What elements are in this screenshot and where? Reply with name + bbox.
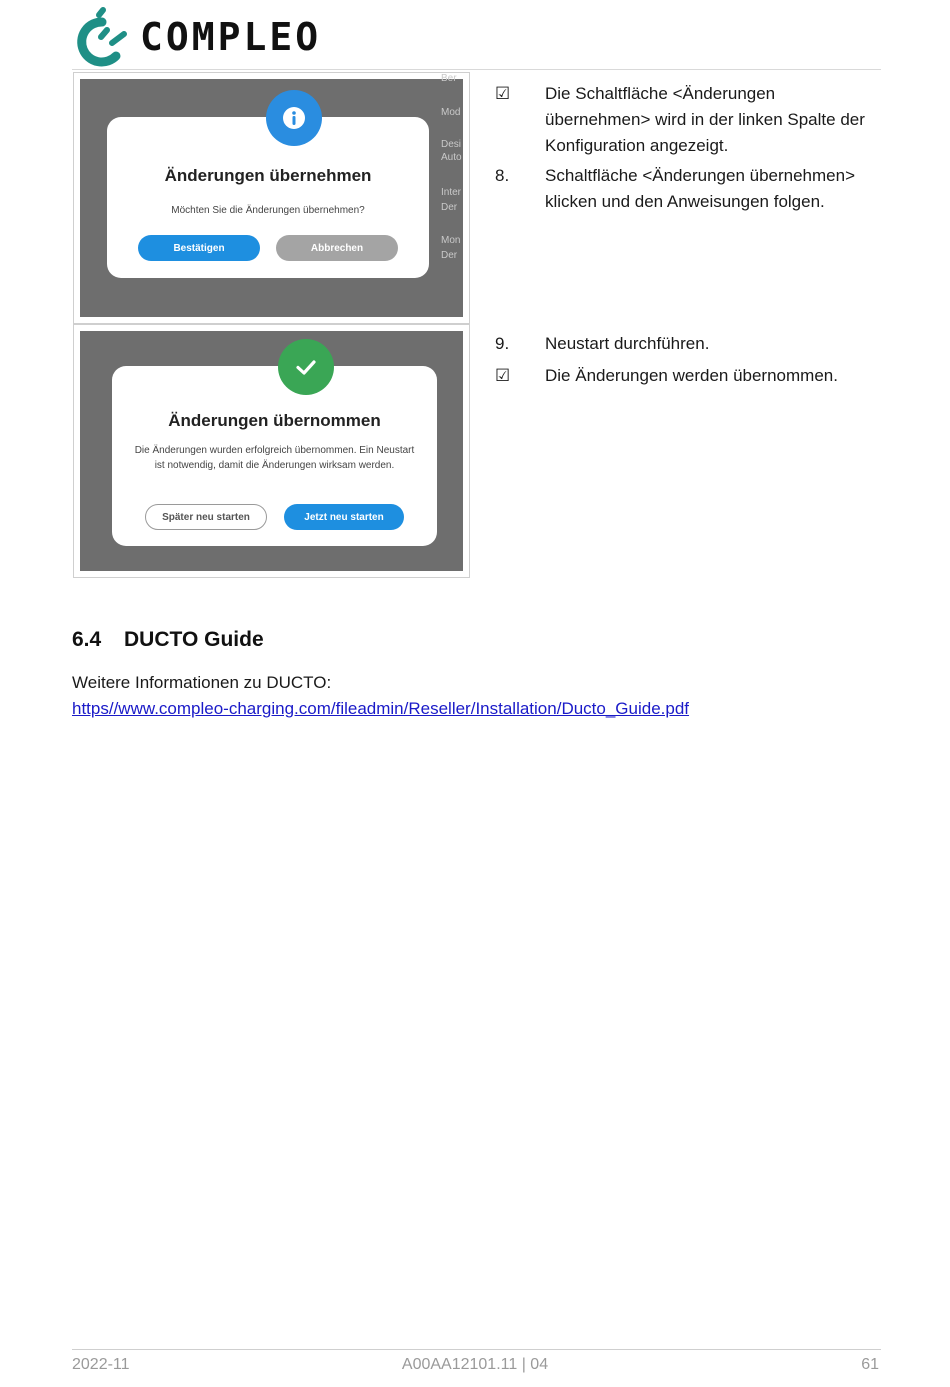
confirm-button[interactable]: Bestätigen xyxy=(138,235,260,261)
checkmark-icon xyxy=(278,339,334,395)
screenshot-changes-applied xyxy=(73,324,470,578)
screenshot-frame xyxy=(80,331,463,571)
changes-applied-dialog xyxy=(112,366,437,546)
section-intro: Weitere Informationen zu DUCTO: xyxy=(72,673,332,692)
dialog-title: Änderungen übernehmen xyxy=(164,166,372,185)
side-fragment: Mon xyxy=(441,235,461,246)
side-fragment: Mod xyxy=(441,107,461,118)
screenshot-apply-changes xyxy=(73,72,470,324)
brand-name: COMPLEO xyxy=(140,15,322,59)
brand-logo xyxy=(72,8,321,66)
dialog-text: Möchten Sie die Änderungen übernehmen? xyxy=(171,205,365,216)
side-fragment: Der xyxy=(441,202,458,213)
dialog-title: Änderungen übernommen xyxy=(168,411,381,430)
footer-page-number: 61 xyxy=(861,1356,879,1373)
info-icon xyxy=(266,90,322,146)
step-number: 9. xyxy=(495,334,510,353)
ducto-guide-link[interactable]: https//www.compleo-charging.com/fileadmin/Reseller/Installation/Ducto_Guide.pdf xyxy=(72,699,690,718)
side-fragment: Der xyxy=(441,250,458,261)
apply-changes-dialog xyxy=(107,117,429,278)
section-number: 6.4 xyxy=(72,628,102,651)
restart-now-button[interactable]: Jetzt neu starten xyxy=(284,504,404,530)
header-divider xyxy=(72,69,881,70)
side-fragment: Auto xyxy=(441,152,462,163)
side-fragment: Desi xyxy=(441,139,462,150)
step-number: 8. xyxy=(495,166,510,185)
step-text: Die Änderungen werden übernommen. xyxy=(545,366,838,385)
screenshot-frame xyxy=(80,73,463,317)
footer-doc-id: A00AA12101.11 | 04 xyxy=(401,1356,549,1373)
section-heading xyxy=(72,628,264,652)
side-fragment: Ber xyxy=(441,73,457,84)
footer-divider xyxy=(72,1349,881,1350)
checkbox-marker: ☑ xyxy=(495,84,511,103)
section-body xyxy=(72,670,689,722)
restart-later-button[interactable]: Später neu starten xyxy=(145,504,267,530)
dialog-text: Die Änderungen wurden erfolgreich übernommen. Ein Neustart ist notwendig, damit die Änderungen wirksam werden. xyxy=(134,445,415,471)
footer-date: 2022-11 xyxy=(72,1356,130,1373)
checkbox-marker: ☑ xyxy=(495,366,511,385)
section-title: DUCTO Guide xyxy=(124,628,264,651)
step-text: Neustart durchführen. xyxy=(545,334,710,353)
step-text: Schaltfläche <Änderungen übernehmen> klicken und den Anweisungen folgen. xyxy=(545,166,856,211)
cancel-button[interactable]: Abbrechen xyxy=(276,235,398,261)
side-fragment: Inter xyxy=(441,187,462,198)
compleo-logo-icon xyxy=(72,8,130,66)
step-text: Die Schaltfläche <Änderungen übernehmen> wird in der linken Spalte der Konfiguration angezeigt. xyxy=(545,84,865,155)
